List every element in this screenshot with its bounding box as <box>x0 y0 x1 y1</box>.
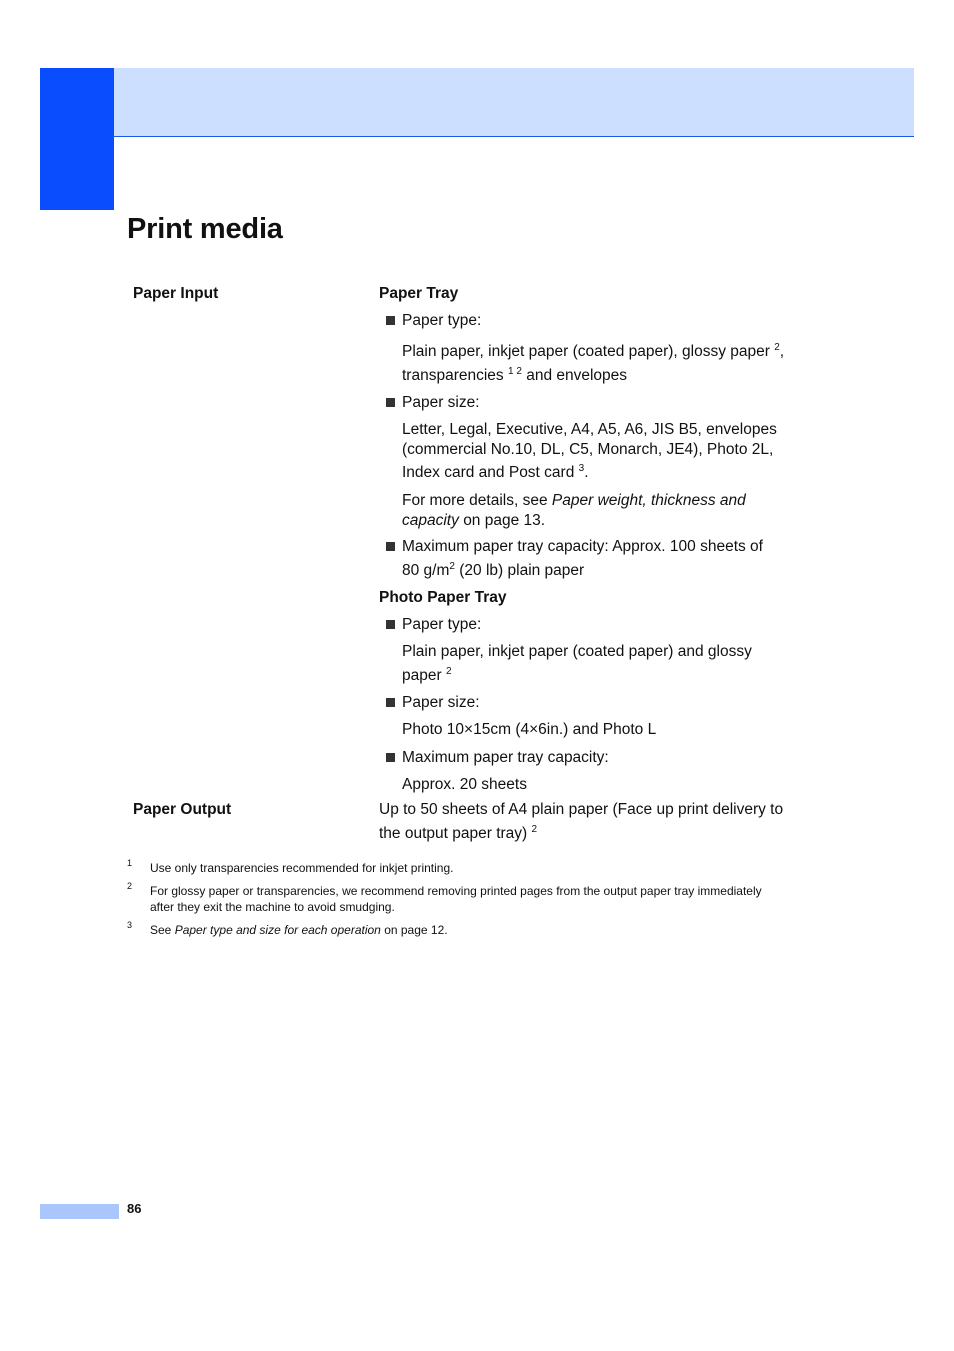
photo-tray-heading: Photo Paper Tray <box>379 589 507 606</box>
photo-tray-size-value: Photo 10×15cm (4×6in.) and Photo L <box>402 721 657 738</box>
footnote-number: 1 <box>127 858 133 868</box>
paper-tray-heading: Paper Tray <box>379 285 459 302</box>
paper-tray-capacity-line1: Maximum paper tray capacity: Approx. 100 sheets of <box>402 538 763 555</box>
details-link[interactable]: Paper weight, thickness and <box>551 492 746 509</box>
paper-input-label: Paper Input <box>133 285 219 302</box>
footnote-text: See Paper type and size for each operation on page 12. <box>150 923 448 937</box>
photo-tray-type-line2: paper $^2$ <box>402 666 452 684</box>
footnote-text: For glossy paper or transparencies, we recommend removing printed pages from the output paper tray immediately <box>150 884 762 898</box>
bullet-icon <box>386 698 395 707</box>
paper-tray-size-line1: Letter, Legal, Executive, A4, A5, A6, JIS B5, envelopes <box>402 421 777 438</box>
paper-tray-size-line3: Index card and Post card $^3$. <box>402 463 589 481</box>
page-number-bar <box>40 1204 119 1219</box>
bullet-icon <box>386 398 395 407</box>
paper-output-label: Paper Output <box>133 801 232 818</box>
photo-tray-size-label: Paper size: <box>402 694 480 711</box>
page-title: Print media <box>127 213 283 245</box>
footnote-ref: 1 2 <box>507 366 522 377</box>
footnote-number: 3 <box>127 920 133 930</box>
footnote-ref: 3 <box>578 463 585 474</box>
photo-tray-capacity-label: Maximum paper tray capacity: <box>402 749 609 766</box>
bullet-icon <box>386 316 395 325</box>
paper-tray-size-label: Paper size: <box>402 394 480 411</box>
photo-tray-capacity-value: Approx. 20 sheets <box>402 776 527 793</box>
footnote-ref: 2 <box>531 824 538 835</box>
footnote-number: 2 <box>127 881 133 891</box>
paper-output-line1: Up to 50 sheets of A4 plain paper (Face up print delivery to <box>379 801 784 818</box>
footnote-text: after they exit the machine to avoid smudging. <box>150 900 395 914</box>
footnote-link[interactable]: Paper type and size for each operation <box>174 923 381 937</box>
page-number: 86 <box>127 1201 142 1216</box>
details-link[interactable]: capacity <box>402 512 459 529</box>
paper-output-line2: the output paper tray) $^2$ <box>379 824 538 842</box>
footnote-ref: 2 <box>774 342 780 353</box>
paper-tray-type-line1: Plain paper, inkjet paper (coated paper), glossy paper $^2$, <box>402 342 785 360</box>
footnote-ref: 2 <box>445 666 452 677</box>
bullet-icon <box>386 620 395 629</box>
chapter-header-band <box>114 68 914 137</box>
bullet-icon <box>386 753 395 762</box>
paper-tray-type-label: Paper type: <box>402 312 482 329</box>
paper-tray-capacity-line2: 80 $g/m^2$ (20 lb) plain paper <box>402 561 585 579</box>
paper-tray-type-line2: transparencies $^{1 2}$ and envelopes <box>402 366 628 384</box>
details-line2: capacity on page 13. <box>402 512 546 529</box>
details-line1: For more details, see Paper weight, thickness and <box>402 492 746 509</box>
bullet-icon <box>386 542 395 551</box>
photo-tray-type-line1: Plain paper, inkjet paper (coated paper) and glossy <box>402 643 752 660</box>
footnote-text: Use only transparencies recommended for inkjet printing. <box>150 861 454 875</box>
paper-tray-size-line2: (commercial No.10, DL, C5, Monarch, JE4), Photo 2L, <box>402 441 774 458</box>
chapter-header-tab <box>40 68 114 210</box>
photo-tray-type-label: Paper type: <box>402 616 482 633</box>
